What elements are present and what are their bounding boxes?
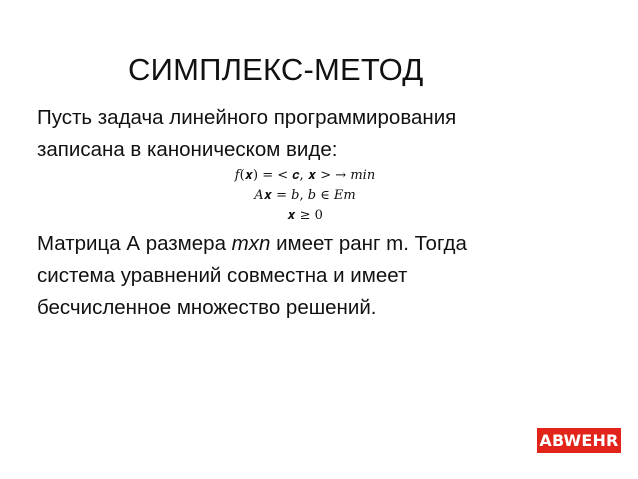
rank-line-1 <box>37 228 467 260</box>
constraint-formula: 𝐴𝒙 = 𝑏, 𝑏 ∈ 𝐸𝑚 <box>254 188 356 203</box>
intro-line-1: Пусть задача линейного программирования <box>37 106 457 129</box>
rank-line-2: система уравнений совместна и имеет <box>37 264 408 287</box>
nonnegativity-formula: 𝒙 ≥ 0 <box>287 208 323 223</box>
rank-line-1-suffix: имеет ранг m. Тогда <box>270 232 467 255</box>
intro-line-2: записана в каноническом виде: <box>37 138 338 161</box>
rank-line-3: бесчисленное множество решений. <box>37 296 377 319</box>
objective-formula: 𝑓(𝒙) = < 𝒄, 𝒙 > → 𝑚𝑖𝑛 <box>234 168 376 183</box>
rank-paragraph <box>37 228 467 324</box>
matrix-size-math: mxn <box>231 232 271 255</box>
intro-paragraph <box>37 102 456 166</box>
slide-title: СИМПЛЕКС-МЕТОД <box>128 52 424 87</box>
abwehr-logo: ABWEHR <box>537 428 621 453</box>
rank-line-1-prefix: Матрица А размера <box>37 232 232 255</box>
